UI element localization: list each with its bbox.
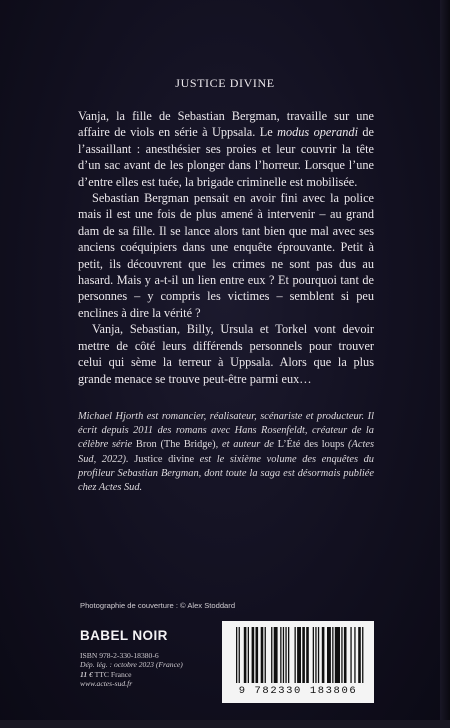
legal-deposit: Dép. lég. : octobre 2023 (France) [80, 660, 183, 670]
price-suffix: TTC France [92, 669, 132, 679]
cover-edge-bottom [0, 720, 450, 728]
barcode-bar [341, 627, 342, 683]
barcode-bar [313, 627, 314, 683]
bio-text-4: est le sixième volume des enquêtes du profileur Sebastian Bergman, dont toute la saga est désormais publiée chez Actes Sud. [78, 453, 374, 494]
photo-credit: Photographie de couverture : © Alex Stoddard [80, 601, 236, 610]
barcode-bar [295, 627, 296, 683]
barcode-bar [271, 627, 272, 683]
publication-info [80, 651, 183, 689]
barcode-bars [232, 627, 364, 685]
barcode-bar [315, 627, 316, 683]
barcode-bar [285, 627, 286, 683]
barcode-bar [332, 627, 333, 683]
barcode-bar [302, 627, 305, 683]
synopsis-paragraph-1 [78, 108, 374, 190]
bio-series-title: Bron (The Bridge) [135, 439, 216, 451]
barcode-bar [362, 627, 363, 683]
barcode-bar [344, 627, 347, 683]
barcode [222, 621, 374, 703]
barcode-bar [244, 627, 247, 683]
isbn: ISBN 978-2-330-18380-6 [80, 651, 159, 660]
bio-text-2: , et auteur de [215, 439, 278, 451]
barcode-bar [327, 627, 331, 683]
barcode-bar [261, 627, 264, 683]
barcode-bar [288, 627, 289, 683]
synopsis-p1-emphasis: modus operandi [277, 125, 358, 140]
barcode-bar [350, 627, 351, 683]
author-bio [78, 410, 374, 495]
barcode-bar [283, 627, 284, 683]
barcode-bar [297, 627, 301, 683]
collection-name: BABEL NOIR [80, 628, 168, 643]
barcode-bar [318, 627, 319, 683]
synopsis-p1-text-b: de l’assaillant : anesthésier ses proies et leur couvrir la tête d’un sac avant de les plonger dans l’horreur. Lorsque l’une d’entre elles est tuée, la brigade criminelle est mobilisée. [78, 125, 374, 189]
barcode-bar [252, 627, 255, 683]
publisher-website: www.actes-sud.fr [80, 679, 133, 689]
bio-book-title: L’Été des loups [277, 439, 345, 451]
barcode-bar [248, 627, 249, 683]
cover-edge-right [440, 0, 450, 728]
bio-text-3: (Actes Sud, 2022). [78, 439, 374, 465]
barcode-bar [239, 627, 240, 683]
book-title: JUSTICE DIVINE [175, 76, 275, 90]
barcode-bar [306, 627, 309, 683]
barcode-bar [335, 627, 340, 683]
price [80, 670, 183, 679]
barcode-bar [354, 627, 355, 683]
barcode-bar [280, 627, 281, 683]
barcode-digits: 9 782330 183806 [238, 685, 358, 697]
barcode-bar [236, 627, 237, 683]
barcode-bar [274, 627, 278, 683]
synopsis-paragraph-3: Vanja, Sebastian, Billy, Ursula et Torkel vont devoir mettre de côté leurs différends personnels pour trouver celui qui sème la terreur à Uppsala. Alors que la plus grande menace se trouve peut-être parmi eux… [78, 322, 374, 386]
barcode-bar [256, 627, 259, 683]
bio-current-title: Justice divine [134, 453, 195, 465]
barcode-bar [265, 627, 266, 683]
barcode-bar [358, 627, 361, 683]
price-value: 11 € [80, 669, 93, 679]
synopsis-p1-text-a: Vanja, la fille de Sebastian Bergman, travaille sur une affaire de viols en série à Uppsala. Le [78, 109, 374, 140]
synopsis [78, 108, 374, 387]
barcode-bar [322, 627, 325, 683]
synopsis-paragraph-2: Sebastian Bergman pensait en avoir fini avec la police mais il est une fois de plus amené à intervenir – au grand dam de sa fille. Il se lance alors tant bien que mal avec ses anciens coéquipiers dans une enquête éprouvante. Petit à petit, ils découvrent que les crimes ne sont pas dus au hasard. Mais y a-t-il un lien entre eux ? Et pourquoi tant de personnes – y compris les victimes – semblent si peu enclines à dire la vérité ? [78, 191, 374, 320]
bio-text-1: Michael Hjorth est romancier, réalisateur, scénariste et producteur. Il écrit depuis 2011 des romans avec Hans Rosenfeldt, créateur de la célèbre série [78, 411, 374, 451]
